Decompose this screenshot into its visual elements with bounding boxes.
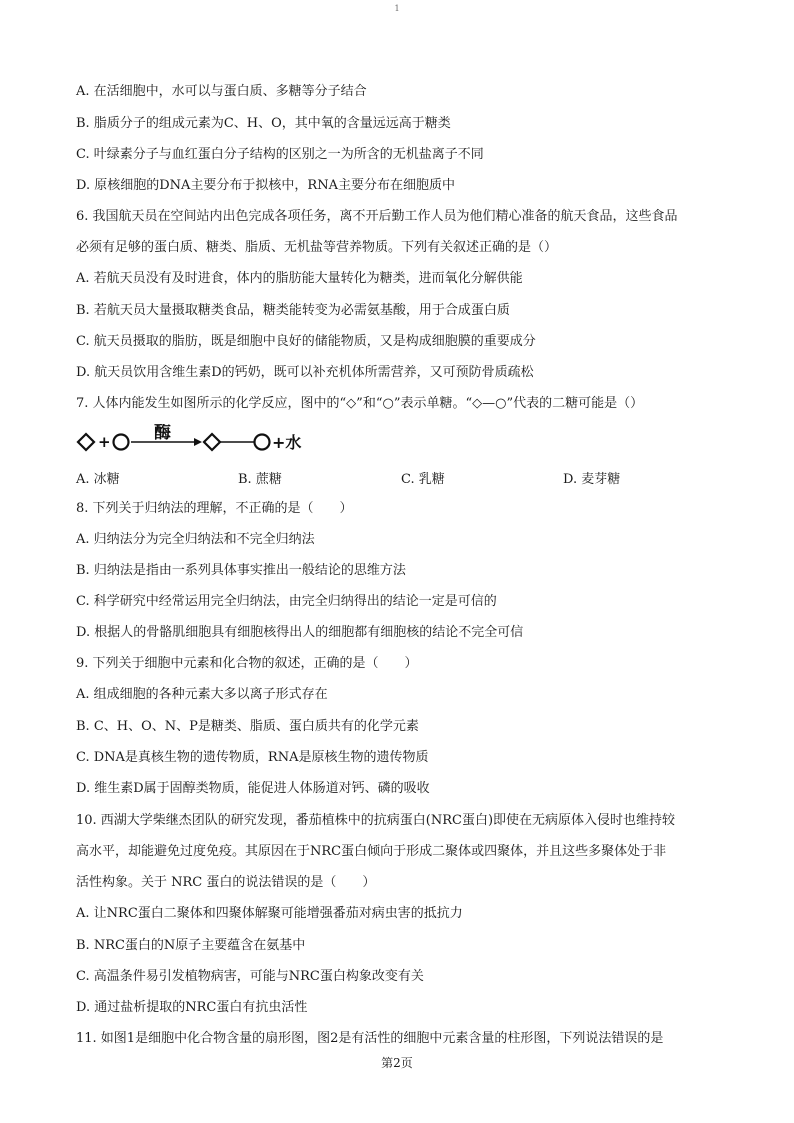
q10-stem-line2: 高水平，却能避免过度免疫。其原因在于NRC蛋白倾向于形成二聚体或四聚体，并且这些多聚体处于非 (76, 844, 667, 859)
arrow-head-icon (194, 438, 202, 446)
diamond-disaccharide-icon (204, 434, 220, 450)
q10-stem-line1: 10. 西湖大学柴继杰团队的研究发现，番茄植株中的抗病蛋白(NRC蛋白)即使在无病原体入侵时也维持较 (76, 813, 676, 828)
q9-option-b: B. C、H、O、N、P是糖类、脂质、蛋白质共有的化学元素 (76, 719, 419, 734)
q9-stem: 9. 下列关于细胞中元素和化合物的叙述，正确的是（ ） (76, 656, 418, 671)
q10-option-c: C. 高温条件易引发植物病害，可能与NRC蛋白构象改变有关 (76, 969, 424, 984)
q8-option-a: A. 归纳法分为完全归纳法和不完全归纳法 (76, 532, 315, 547)
q5-option-a: A. 在活细胞中，水可以与蛋白质、多糖等分子结合 (76, 84, 367, 99)
circle-monosaccharide-icon (114, 435, 129, 450)
q7-stem: 7. 人体内能发生如图所示的化学反应，图中的“◇”和“○”表示单糖。“◇—○”代表的二糖可能是（） (76, 396, 644, 411)
q9-option-d: D. 维生素D属于固醇类物质，能促进人体肠道对钙、磷的吸收 (76, 781, 430, 796)
q7-option-b: B. 蔗糖 (238, 472, 282, 487)
reaction-diagram (76, 424, 316, 458)
q5-option-c: C. 叶绿素分子与血红蛋白分子结构的区别之一为所含的无机盐离子不同 (76, 147, 484, 162)
water-label: +水 (272, 433, 302, 452)
q10-option-d: D. 通过盐析提取的NRC蛋白有抗虫活性 (76, 1000, 308, 1015)
q10-stem-line3: 活性构象。关于 NRC 蛋白的说法错误的是（ ） (76, 875, 376, 890)
q6-option-c: C. 航天员摄取的脂肪，既是细胞中良好的储能物质，又是构成细胞膜的重要成分 (76, 334, 536, 349)
q7-option-c: C. 乳糖 (401, 472, 445, 487)
q8-option-c: C. 科学研究中经常运用完全归纳法，由完全归纳得出的结论一定是可信的 (76, 594, 497, 609)
q5-option-d: D. 原核细胞的DNA主要分布于拟核中，RNA主要分布在细胞质中 (76, 178, 455, 193)
q9-option-a: A. 组成细胞的各种元素大多以离子形式存在 (76, 687, 328, 702)
q6-option-d: D. 航天员饮用含维生素D的钙奶，既可以补充机体所需营养，又可预防骨质疏松 (76, 365, 534, 380)
q8-option-d: D. 根据人的骨骼肌细胞具有细胞核得出人的细胞都有细胞核的结论不完全可信 (76, 625, 524, 640)
q7-options-row (76, 468, 716, 486)
q6-option-a: A. 若航天员没有及时进食，体内的脂肪能大量转化为糖类，进而氧化分解供能 (76, 271, 523, 286)
q6-option-b: B. 若航天员大量摄取糖类食品，糖类能转变为必需氨基酸，用于合成蛋白质 (76, 303, 510, 318)
q7-option-a: A. 冰糖 (76, 472, 120, 487)
q8-option-b: B. 归纳法是指由一系列具体事实推出一般结论的思维方法 (76, 563, 406, 578)
page-footer: 第2页 (381, 1056, 413, 1070)
q5-option-b: B. 脂质分子的组成元素为C、H、O，其中氧的含量远远高于糖类 (76, 116, 451, 131)
q10-option-a: A. 让NRC蛋白二聚体和四聚体解聚可能增强番茄对病虫害的抵抗力 (76, 906, 463, 921)
q6-stem-line2: 必须有足够的蛋白质、糖类、脂质、无机盐等营养物质。下列有关叙述正确的是（） (76, 240, 558, 255)
q6-stem-line1: 6. 我国航天员在空间站内出色完成各项任务，离不开后勤工作人员为他们精心准备的航天食品，这些食品 (76, 209, 678, 224)
q7-option-d: D. 麦芽糖 (563, 472, 621, 487)
q9-option-c: C. DNA是真核生物的遗传物质，RNA是原核生物的遗传物质 (76, 750, 429, 765)
page-top-mark: 1 (394, 4, 400, 13)
q10-option-b: B. NRC蛋白的N原子主要蕴含在氨基中 (76, 938, 306, 953)
plus-sign: + (98, 433, 111, 451)
circle-disaccharide-icon (255, 435, 270, 450)
q11-stem: 11. 如图1是细胞中化合物含量的扇形图，图2是有活性的细胞中元素含量的柱形图，下列说法错误的是 (76, 1031, 664, 1046)
q8-stem: 8. 下列关于归纳法的理解，不正确的是（ ） (76, 501, 353, 516)
enzyme-label: 酶 (154, 424, 171, 443)
diamond-monosaccharide-icon (78, 434, 94, 450)
